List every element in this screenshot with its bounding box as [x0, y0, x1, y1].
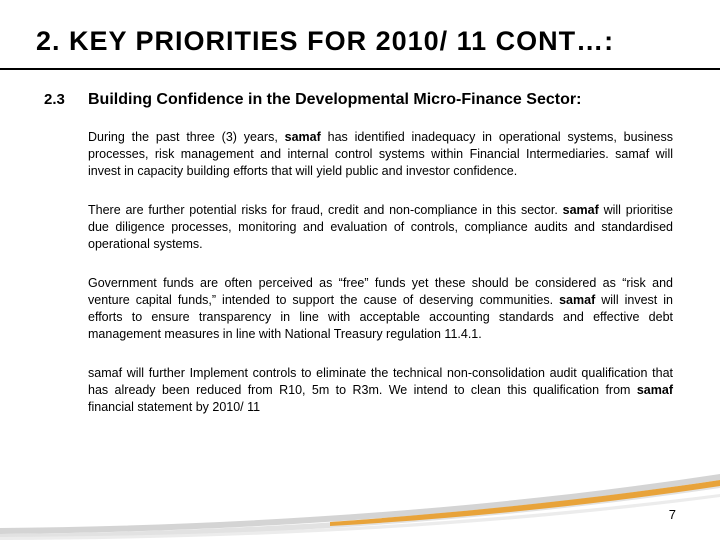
page-number: 7 [668, 507, 676, 522]
title-divider [0, 68, 720, 70]
footer-swoosh-graphic [0, 450, 720, 540]
paragraph-1 [88, 129, 673, 180]
slide-title: 2. KEY PRIORITIES FOR 2010/ 11 CONT…: [36, 26, 615, 56]
brand-name-bold: samaf [559, 293, 596, 307]
brand-name-bold: samaf [562, 203, 599, 217]
paragraph-text: will prioritise due diligence processes, monitoring and evaluation of controls, compliance audits and standardised operational systems. [88, 203, 673, 251]
brand-name-bold: samaf [284, 130, 321, 144]
section-title: Building Confidence in the Developmental Micro-Finance Sector: [88, 91, 582, 108]
paragraph-4 [88, 365, 673, 416]
paragraph-2 [88, 202, 673, 253]
section-number: 2.3 [44, 91, 65, 108]
paragraph-text: During the past three (3) years, [88, 130, 285, 144]
brand-name-bold: samaf [636, 383, 673, 397]
paragraph-text: samaf will further Implement controls to eliminate the technical non-consolidation audit qualification that has already been reduced from R10, 5m to R3m. We intend to clean this qualification from [88, 366, 673, 397]
paragraph-text: Government funds are often perceived as “free” funds yet these should be considered as “risk and venture capital funds,” intended to support the cause of deserving communities. [88, 276, 673, 307]
body-text [88, 129, 673, 438]
paragraph-text: financial statement by 2010/ 11 [88, 400, 261, 414]
paragraph-text: There are further potential risks for fraud, credit and non-compliance in this sector. [88, 203, 563, 217]
paragraph-text: will invest in efforts to ensure transparency in line with acceptable accounting standards and effective debt management measures in line with National Treasury regulation 11.4.1. [88, 293, 673, 341]
paragraph-3 [88, 275, 673, 343]
paragraph-text: has identified inadequacy in operational systems, business processes, risk management and internal control systems within Financial Intermediaries. samaf will invest in capacity building efforts that will yield public and investor confidence. [88, 130, 673, 178]
